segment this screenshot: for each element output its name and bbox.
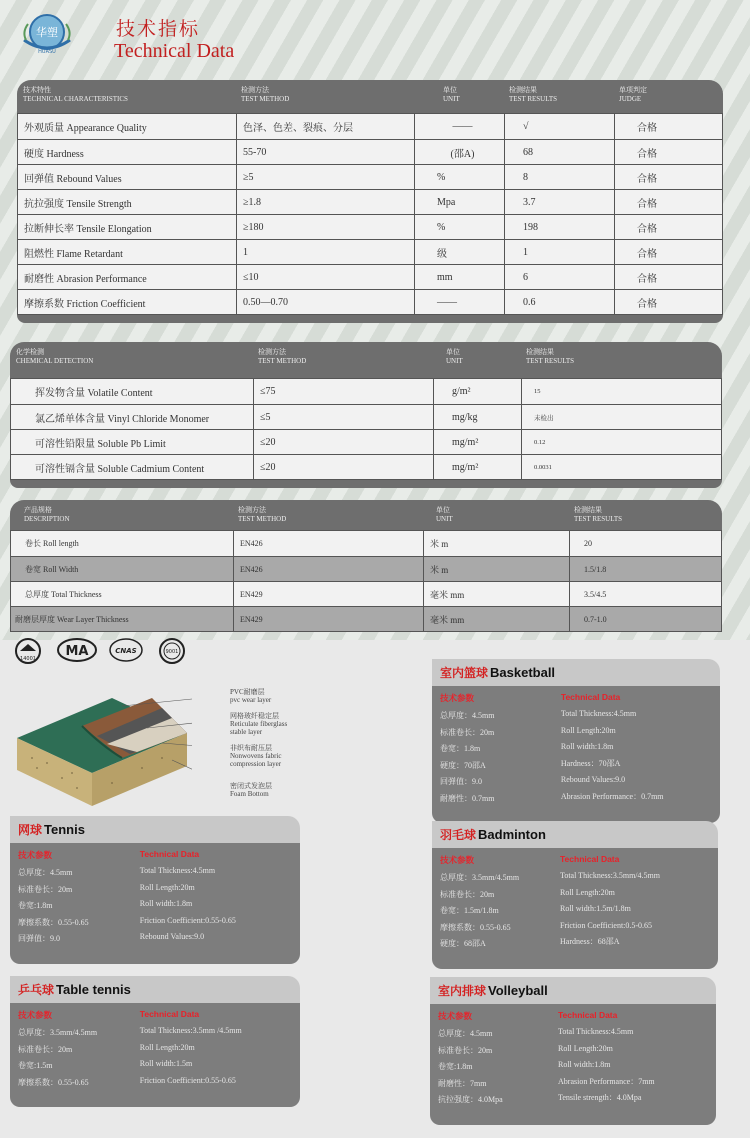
technical-table <box>17 80 723 323</box>
card-title-en: Badminton <box>478 827 546 842</box>
spec-col-title: 技术参数 <box>440 693 475 703</box>
spec-line: Total Thickness:3.5mm/4.5mm <box>560 871 660 880</box>
cell-judge: 合格 <box>614 165 722 189</box>
cell-judge: 合格 <box>614 240 722 264</box>
cert-label: 14001 <box>20 656 36 662</box>
spec-line: 标准卷长：20m <box>18 1044 73 1054</box>
header-en: DESCRIPTION <box>24 515 70 523</box>
header-en: TECHNICAL CHARACTERISTICS <box>23 95 128 103</box>
header-en: TEST RESULTS <box>526 357 575 365</box>
table-row <box>18 189 722 214</box>
cell-unit: —— <box>414 114 504 139</box>
spec-line: 总厚度：4.5mm <box>438 1029 493 1038</box>
cell-judge: 合格 <box>614 265 722 289</box>
cell-judge: 合格 <box>614 290 722 314</box>
ma-cert-icon <box>56 636 98 666</box>
cell-method: ≤20 <box>253 455 433 479</box>
spec-line: Roll width:1.5m/1.8m <box>560 904 631 913</box>
spec-col-title: 技术参数 <box>18 850 53 860</box>
cell-method: 55-70 <box>236 140 414 164</box>
cell-item: 阻燃性 Flame Retardant <box>24 248 123 260</box>
cell-result: 0.7-1.0 <box>569 607 721 631</box>
header-cn: 单位 <box>443 86 457 94</box>
spec-line: Friction Coefficient:0.55-0.65 <box>139 1075 236 1085</box>
cell-result: 198 <box>504 215 614 239</box>
spec-line: Friction Coefficient:0.55-0.65 <box>139 915 236 925</box>
cell-unit: % <box>414 165 504 189</box>
cell-judge: 合格 <box>614 190 722 214</box>
header-en: UNIT <box>443 95 460 103</box>
spec-line: Roll Length:20m <box>560 887 615 897</box>
header-cn: 产品规格 <box>24 506 52 514</box>
spec-col-en <box>558 1010 708 1109</box>
spec-line: 总厚度：4.5mm <box>18 868 73 877</box>
card-title-en: Tennis <box>44 822 85 837</box>
layer-label-fiberglass <box>230 712 302 736</box>
table-row <box>18 264 722 289</box>
iso14001-cert-icon <box>10 636 46 666</box>
tennis-card <box>10 816 300 964</box>
spec-col-title: 技术参数 <box>438 1011 473 1021</box>
cell-method: EN426 <box>233 531 423 556</box>
spec-line: 标准卷长：20m <box>440 889 495 899</box>
cell-item: 卷宽 Roll Width <box>25 564 79 574</box>
spec-col-en <box>561 692 712 807</box>
header-cn: 单项判定 <box>619 86 647 94</box>
cell-item: 卷长 Roll length <box>25 539 79 548</box>
spec-line: 摩擦系数：0.55-0.65 <box>440 922 511 932</box>
spec-line: 标准卷长：20m <box>18 884 73 894</box>
header-cn: 检测方法 <box>238 506 266 514</box>
cell-unit: (邵A) <box>414 140 504 164</box>
spec-line: Hardness：68邵A <box>560 937 620 946</box>
spec-line: Total Thickness:4.5mm <box>558 1027 634 1036</box>
spec-line: Roll width:1.5m <box>139 1059 193 1068</box>
spec-line: 摩擦系数：0.55-0.65 <box>18 917 89 927</box>
cell-unit: Mpa <box>414 190 504 214</box>
spec-col-title: Technical Data <box>558 1010 618 1020</box>
cell-item: 摩擦系数 Friction Coefficient <box>24 298 146 310</box>
spec-line: 卷宽:1.8m <box>438 1062 473 1071</box>
cell-result: 0.6 <box>504 290 614 314</box>
table-row <box>11 429 721 454</box>
cell-result: 3.7 <box>504 190 614 214</box>
cell-result: √ <box>504 114 614 139</box>
cell-method: EN429 <box>233 582 423 606</box>
description-table-header <box>10 500 722 530</box>
cell-item: 耐磨性 Abrasion Performance <box>24 273 147 285</box>
cell-unit: % <box>414 215 504 239</box>
spec-line: 耐磨性：0.7mm <box>440 793 495 803</box>
cell-method: 色泽、色差、裂痕、分层 <box>236 114 414 139</box>
card-title <box>10 976 300 1003</box>
card-title <box>432 659 720 686</box>
table-row <box>18 239 722 264</box>
spec-col-title: 技术参数 <box>440 855 475 865</box>
cell-judge: 合格 <box>614 140 722 164</box>
layer-cn: 非织布耐压层 <box>230 744 272 752</box>
cell-unit: —— <box>414 290 504 314</box>
spec-col-title: 技术参数 <box>18 1010 53 1020</box>
cell-result: 68 <box>504 140 614 164</box>
table-row <box>18 139 722 164</box>
layer-label-foam <box>230 782 272 798</box>
spec-line: Roll Length:20m <box>560 725 616 735</box>
header-en: TEST METHOD <box>258 357 307 365</box>
cell-unit: mg/m² <box>433 430 521 454</box>
card-body <box>432 686 720 813</box>
spec-line: 卷宽：1.5m/1.8m <box>440 906 499 915</box>
spec-line: Roll Length:20m <box>139 1042 195 1052</box>
spec-line: 卷宽：1.8m <box>440 744 481 753</box>
spec-line: Tensile strength：4.0Mpa <box>558 1093 642 1102</box>
header-cn: 检测结果 <box>526 348 554 356</box>
table-row <box>18 164 722 189</box>
cell-item: 拉断伸长率 Tensile Elongation <box>24 223 152 235</box>
cell-method: ≤75 <box>253 379 433 404</box>
cell-method: 1 <box>236 240 414 264</box>
card-title-cn: 羽毛球 <box>440 828 477 842</box>
spec-line: Friction Coefficient:0.5-0.65 <box>560 920 653 930</box>
spec-line: Abrasion Performance：7mm <box>558 1076 655 1086</box>
technical-table-header <box>17 80 723 113</box>
cell-item: 回弹值 Rebound Values <box>24 173 122 185</box>
spec-line: 摩擦系数：0.55-0.65 <box>18 1077 89 1087</box>
spec-col-title: Technical Data <box>139 849 200 859</box>
card-title-en: Table tennis <box>56 982 131 997</box>
cell-method: ≥180 <box>236 215 414 239</box>
table-row <box>11 379 721 404</box>
header-cn: 检测方法 <box>258 348 286 356</box>
cell-unit: 毫米 mm <box>423 582 569 606</box>
spec-line: 总厚度：4.5mm <box>440 711 495 720</box>
card-body <box>10 1003 300 1097</box>
cell-item: 抗拉强度 Tensile Strength <box>24 198 132 210</box>
layer-en: Foam Bottom <box>230 790 269 798</box>
cell-method: ≥5 <box>236 165 414 189</box>
cell-method: EN426 <box>233 557 423 581</box>
spec-line: Abrasion Performance：0.7mm <box>560 791 664 801</box>
badminton-card <box>432 821 718 969</box>
cell-judge: 合格 <box>614 114 722 139</box>
header-en: JUDGE <box>619 95 642 103</box>
card-body <box>432 848 718 959</box>
cell-unit: g/m² <box>433 379 521 404</box>
header-en: TEST RESULTS <box>574 515 623 523</box>
table-row <box>11 454 721 479</box>
layer-label-nonwoven <box>230 744 302 768</box>
cert-label: 9001 <box>165 649 179 655</box>
cell-result: 8 <box>504 165 614 189</box>
spec-col-cn <box>18 849 140 948</box>
table-row <box>18 289 722 314</box>
spec-col-en <box>140 849 292 948</box>
layer-cn: 密闭式发泡层 <box>230 782 272 790</box>
card-title-cn: 室内排球 <box>438 984 487 998</box>
technical-table-footer <box>17 315 723 323</box>
header-cn: 检测结果 <box>509 86 537 94</box>
table-row <box>11 531 721 556</box>
cell-method: ≥1.8 <box>236 190 414 214</box>
header-en: TEST RESULTS <box>509 95 558 103</box>
spec-line: Roll Length:20m <box>558 1043 613 1053</box>
cell-method: EN429 <box>233 607 423 631</box>
spec-line: 硬度：68邵A <box>440 939 486 948</box>
spec-line: Roll Length:20m <box>139 882 195 892</box>
spec-col-cn <box>440 854 560 953</box>
spec-col-title: Technical Data <box>560 854 620 864</box>
table-row <box>11 404 721 429</box>
header-en: UNIT <box>446 357 463 365</box>
header-cn: 化学检测 <box>16 348 44 356</box>
layer-en: Reticulate fiberglass stable layer <box>230 720 288 736</box>
cell-item: 可溶性镉含量 Soluble Cadmium Content <box>35 463 205 475</box>
technical-table-body <box>17 113 723 315</box>
page-title-en: Technical Data <box>114 40 235 62</box>
chemical-table-body <box>10 378 722 480</box>
floor-layers-illustration-icon <box>12 688 192 808</box>
card-footer <box>10 1097 300 1107</box>
cell-unit: mg/m² <box>433 455 521 479</box>
table-tennis-card <box>10 976 300 1107</box>
cell-result: 1.5/1.8 <box>569 557 721 581</box>
spec-line: 抗拉强度：4.0Mpa <box>438 1095 503 1104</box>
card-title <box>432 821 718 848</box>
cell-result: 1 <box>504 240 614 264</box>
header-cn: 单位 <box>436 506 450 514</box>
layer-en: Nonwovens fabric compression layer <box>230 752 282 768</box>
spec-col-cn <box>440 692 561 807</box>
spec-line: Rebound Values:9.0 <box>560 775 626 784</box>
cell-result: 0.12 <box>521 430 721 454</box>
spec-col-title: Technical Data <box>139 1009 200 1019</box>
card-title-en: Volleyball <box>488 983 548 998</box>
spec-line: 回弹值：9.0 <box>18 934 60 943</box>
header-cn: 检测结果 <box>574 506 602 514</box>
basketball-card <box>432 659 720 823</box>
card-title <box>10 816 300 843</box>
card-footer <box>432 959 718 969</box>
cnas-cert-icon <box>108 636 144 666</box>
cell-unit: 米 m <box>423 557 569 581</box>
spec-line: 卷宽:1.5m <box>18 1061 53 1070</box>
description-table-body <box>10 530 722 632</box>
cell-result: 3.5/4.5 <box>569 582 721 606</box>
card-footer <box>430 1115 716 1125</box>
header-en: CHEMICAL DETECTION <box>16 357 94 365</box>
cell-method: 0.50—0.70 <box>236 290 414 314</box>
chemical-table <box>10 342 722 488</box>
card-title-en: Basketball <box>490 665 556 680</box>
page-title-cn: 技术指标 <box>116 18 201 40</box>
card-title-cn: 网球 <box>18 823 43 837</box>
header-en: UNIT <box>436 515 453 523</box>
cell-item: 挥发物含量 Volatile Content <box>35 388 153 399</box>
card-footer <box>10 954 300 964</box>
table-row <box>11 606 721 631</box>
spec-line: 标准卷长：20m <box>440 727 495 737</box>
volleyball-card <box>430 977 716 1125</box>
spec-line: 卷宽:1.8m <box>18 901 53 910</box>
cell-item: 总厚度 Total Thickness <box>25 589 102 599</box>
spec-line: 总厚度：3.5mm/4.5mm <box>440 873 520 882</box>
cell-unit: 毫米 mm <box>423 607 569 631</box>
card-title-cn: 乒乓球 <box>18 983 55 997</box>
cell-result: 6 <box>504 265 614 289</box>
spec-line: 标准卷长：20m <box>438 1045 493 1055</box>
layer-en: pvc wear layer <box>230 696 272 704</box>
card-title-cn: 室内篮球 <box>440 666 489 680</box>
cell-method: ≤20 <box>253 430 433 454</box>
cell-result: 20 <box>569 531 721 556</box>
spec-col-cn <box>18 1009 140 1091</box>
header-cn: 单位 <box>446 348 460 356</box>
iso9001-cert-icon <box>154 636 190 666</box>
huasu-logo-icon <box>20 10 74 56</box>
spec-line: Hardness：70邵A <box>560 758 621 768</box>
chemical-table-header <box>10 342 722 378</box>
spec-line: Total Thickness:3.5mm /4.5mm <box>139 1026 242 1035</box>
cell-unit: 米 m <box>423 531 569 556</box>
spec-line: 回弹值：9.0 <box>440 777 482 786</box>
certification-logos <box>10 636 190 666</box>
cell-item: 耐磨层厚度 Wear Layer Thickness <box>15 614 129 624</box>
cell-item: 可溶性铅限量 Soluble Pb Limit <box>35 438 166 450</box>
cell-result: 未检出 <box>521 405 721 429</box>
cell-item: 外观质量 Appearance Quality <box>24 123 147 134</box>
layer-cn: PVC耐磨层 <box>230 688 265 696</box>
table-row <box>18 214 722 239</box>
spec-line: Total Thickness:4.5mm <box>139 866 216 875</box>
cert-label: MA <box>65 644 89 659</box>
cell-item: 硬度 Hardness <box>24 148 84 160</box>
card-body <box>430 1004 716 1115</box>
cell-method: ≤5 <box>253 405 433 429</box>
logo-text-bottom: HUASU <box>38 49 56 55</box>
cell-unit: 级 <box>414 240 504 264</box>
layer-cn: 网格玻纤稳定层 <box>230 712 279 720</box>
cell-result: 15 <box>521 379 721 404</box>
table-row <box>18 114 722 139</box>
header-en: TEST METHOD <box>238 515 287 523</box>
spec-col-cn <box>438 1010 558 1109</box>
spec-line: Roll width:1.8m <box>560 742 614 751</box>
spec-line: Roll width:1.8m <box>139 899 193 908</box>
cell-judge: 合格 <box>614 215 722 239</box>
spec-line: Rebound Values:9.0 <box>139 932 205 941</box>
cell-unit: mg/kg <box>433 405 521 429</box>
spec-line: Total Thickness:4.5mm <box>560 709 637 718</box>
header-en: TEST METHOD <box>241 95 290 103</box>
logo-text-top: 华塑 <box>36 26 58 39</box>
spec-col-title: Technical Data <box>560 692 621 702</box>
cell-result: 0.0031 <box>521 455 721 479</box>
spec-line: 硬度：70邵A <box>440 760 486 770</box>
card-body <box>10 843 300 954</box>
layer-diagram <box>12 688 302 808</box>
header-cn: 检测方法 <box>241 86 269 94</box>
spec-line: 总厚度：3.5mm/4.5mm <box>18 1028 98 1037</box>
cell-method: ≤10 <box>236 265 414 289</box>
spec-col-en <box>140 1009 292 1091</box>
description-table <box>10 500 722 632</box>
spec-line: Roll width:1.8m <box>558 1060 611 1069</box>
card-title <box>430 977 716 1004</box>
table-row <box>11 581 721 606</box>
spec-line: 耐磨性：7mm <box>438 1078 487 1088</box>
layer-label-wear <box>230 688 271 704</box>
chemical-table-footer <box>10 480 722 488</box>
cert-label: CNAS <box>115 647 137 655</box>
table-row <box>11 556 721 581</box>
header-cn: 技术特性 <box>23 86 51 94</box>
cell-unit: mm <box>414 265 504 289</box>
cell-item: 氯乙烯单体含量 Vinyl Chloride Monomer <box>35 413 210 425</box>
spec-col-en <box>560 854 710 953</box>
